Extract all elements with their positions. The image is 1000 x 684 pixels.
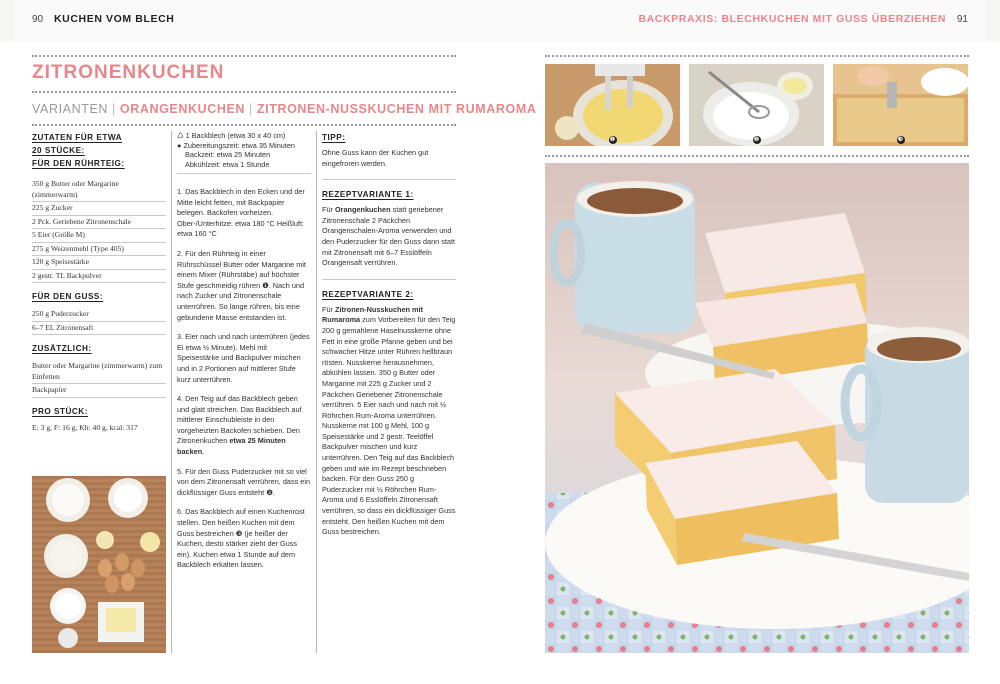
step-4: 4. Den Teig auf das Backblech geben und glatt streichen. Das Backblech auf mittlerer Einschubleiste in den vorgeheizten Backofen schieben. Den Zitronenkuchen etwa 25 Minuten backen. [177, 394, 302, 457]
ingredient-item: 5 Eier (Größe M) [32, 229, 166, 243]
glaze-header: FÜR DEN GUSS: [32, 292, 104, 301]
step-marker-1: ❶ [609, 137, 616, 143]
step-photo-2 [689, 64, 824, 146]
running-head-left: KUCHEN VOM BLECH [54, 13, 175, 25]
ingredient-item: 6–7 EL Zitronensaft [32, 322, 166, 336]
variant-orange: ORANGENKUCHEN [119, 102, 246, 116]
step-1: 1. Das Backblech in den Ecken und der Mitte leicht fetten, mit Backpapier belegen. Backofen vorheizen. Ober-/Unterhitze: etwa 180 °C Heißluft: etwa 160 °C [177, 187, 305, 239]
tray-icon: ♺ [177, 131, 186, 140]
page-number-right: 91 [956, 14, 968, 25]
page-number-left: 90 [32, 14, 44, 25]
running-head-right: BACKPRAXIS: BLECHKUCHEN MIT GUSS ÜBERZIEHEN [638, 13, 946, 25]
info-tray: ♺ 1 Backblech (etwa 30 x 40 cm) [177, 131, 286, 140]
column-divider [171, 131, 172, 653]
ingredient-item: Butter oder Margarine (zimmerwarm) zum Einfetten [32, 360, 166, 384]
extra-header: ZUSÄTZLICH: [32, 344, 92, 353]
ingredient-item: 2 gestr. TL Backpulver [32, 270, 166, 284]
step-marker-3: ❸ [897, 137, 904, 143]
column-divider [316, 131, 317, 653]
left-header-band [0, 0, 14, 42]
title-bottom-rule [32, 91, 456, 93]
nutrition-values: E: 3 g, F: 16 g, Kh: 40 g, kcal: 317 [32, 422, 138, 432]
ingredient-item: 225 g Zucker [32, 202, 166, 216]
info-bake: Backzeit: etwa 25 Minuten [185, 150, 271, 159]
variant-2-text: Für Zitronen-Nusskuchen mit Rumaroma zum Vorbereiten für den Teig 200 g gemahlene Haselnusskerne ohne Fett in eine große Pfanne geben und bei schwacher Hitze unter Rühren hellbraun rösten. Nusskerne herausnehmen, abkühlen lassen. 350 g Butter oder Margarine mit 225 g Zucker und 2 Päckchen Geriebener Zitronenschale verrühren. 5 Eier nach und nach mit ½ Röhrchen Rum-Aroma unterrühren. Nusskerne mit 100 g Mehl, 100 g Speisestärke und 2 gestr. Teelöffel Backpulver mischen und kurz unterrühren. Den Teig auf das Backblech geben und wie im Rezept beschrieben backen. Für den Guss 250 g Puderzucker mit ½ Röhrchen Rum-Aroma und 6 Esslöffeln Zitronensaft verrühren, so dass ein dickflüssiger Guss entsteht. Den heißen Kuchen mit dem Guss bestreichen. [322, 304, 456, 537]
photo-strip-top-rule [545, 55, 969, 57]
step-2: 2. Für den Rührteig in einer Rührschüssel Butter oder Margarine mit einem Mixer (Rührstäbe) auf höchster Stufe geschmeidig rühren ❶. Nach und nach Zucker und Zitronenschale unterrühren. So lange rühren, bis eine gebundene Masse entstanden ist. [177, 248, 306, 322]
step-photo-3 [833, 64, 968, 146]
info-cool: Abkühlzeit: etwa 1 Stunde [185, 159, 270, 169]
step-5: 5. Für den Guss Puderzucker mit so viel von dem Zitronensaft verrühren, dass ein dickflüssiger Guss entsteht ❷. [177, 466, 311, 497]
step-6: 6. Das Backblech auf einen Kuchenrost stellen. Den heißen Kuchen mit dem Guss bestreichen ❸ (je heißer der Kuchen, desto stärker zieht der Guss ein). Kuchen etwa 1 Stunde auf dem Backblech erkalten lassen. [177, 507, 305, 570]
main-photo-top-rule [545, 155, 969, 157]
recipe-title: ZITRONENKUCHEN [32, 62, 225, 83]
variants-bottom-rule [32, 124, 456, 126]
title-top-rule [32, 55, 456, 57]
clock-icon: ● [177, 140, 184, 150]
variant-1-text: Für Orangenkuchen statt geriebener Zitronenschale 2 Päckchen Orangenschalen-Aroma verwenden und den Puderzucker für den Guss dann statt mit Zitronensaft mit 6–7 Esslöffeln Orangensaft verrühren. [322, 205, 456, 268]
ingredient-item: Backpapier [32, 384, 166, 398]
tips-column [322, 131, 456, 550]
variant-2-header: REZEPTVARIANTE 2: [322, 289, 414, 299]
ingredient-item: 120 g Speisestärke [32, 256, 166, 270]
ingredient-item: 275 g Weizenmehl (Type 405) [32, 243, 166, 257]
step-3: 3. Eier nach und nach unterrühren (jedes Ei etwa ½ Minute). Mehl mit Speisestärke und Backpulver mischen und in 2 Portionen auf mittlerer Stufe kurz unterrühren. [177, 332, 310, 384]
ingredients-photo [32, 476, 166, 653]
ingredients-yield: 20 STÜCKE: [32, 146, 85, 155]
nutrition-header: PRO STÜCK: [32, 406, 88, 416]
ingredients-column [32, 131, 166, 433]
ingredient-item: 250 g Puderzucker [32, 308, 166, 322]
right-header-band [986, 0, 1000, 42]
ingredient-item: 2 Pck. Geriebene Zitronenschale [32, 216, 166, 230]
ingredients-header: ZUTATEN FÜR ETWA [32, 133, 123, 142]
step-photo-1 [545, 64, 680, 146]
info-prep: ● Zubereitungszeit: etwa 35 Minuten [177, 140, 295, 150]
variants-label: VARIANTEN [32, 102, 109, 116]
step-marker-2: ❷ [753, 137, 760, 143]
steps-column [177, 131, 311, 580]
tip-header: TIPP: [322, 133, 346, 142]
variant-nut: ZITRONEN-NUSSKUCHEN MIT RUMAROMA [256, 102, 537, 116]
ingredient-item: 350 g Butter oder Margarine (zimmerwarm) [32, 178, 166, 202]
variant-1-header: REZEPTVARIANTE 1: [322, 190, 414, 200]
lemon-cake-photo [545, 163, 969, 653]
dough-header: FÜR DEN RÜHRTEIG: [32, 159, 125, 168]
tip-text: Ohne Guss kann der Kuchen gut eingefroren werden. [322, 148, 429, 168]
variants-line: VARIANTEN | ORANGENKUCHEN | ZITRONEN-NUSSKUCHEN MIT RUMAROMA [32, 102, 537, 116]
